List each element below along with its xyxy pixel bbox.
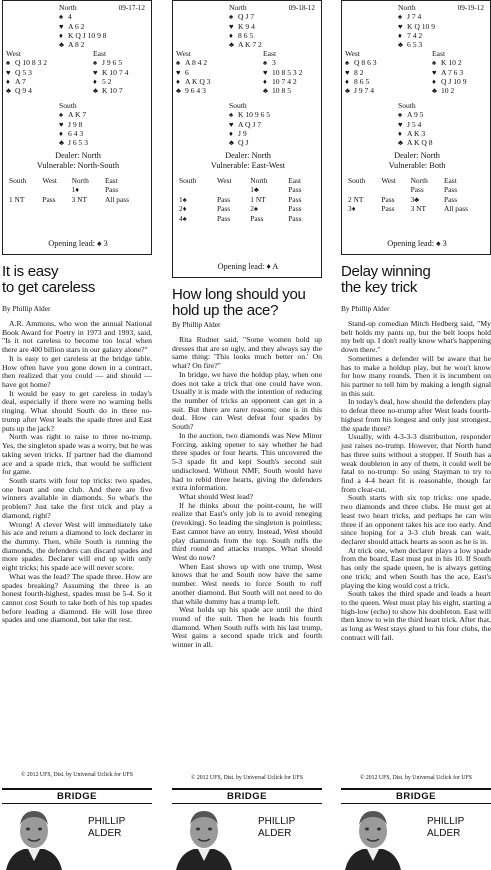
diamond-icon: ♦ [59,128,63,138]
dealer-info: Dealer: North Vulnerable: Both [388,151,446,170]
spade-icon: ♠ [176,58,181,68]
column-1 [2,0,152,870]
column-footer [172,788,322,870]
divider [2,788,152,790]
club-icon: ♣ [345,86,350,96]
club-icon: ♣ [398,40,403,50]
spade-icon: ♠ [398,110,403,120]
club-icon: ♣ [59,138,64,148]
spade-icon: ♠ [263,58,268,68]
heart-icon: ♥ [263,67,268,77]
heart-icon: ♥ [59,21,64,31]
diamond-icon: ♦ [345,76,349,86]
south-hand: South ♠ A K 7 ♥ J 9 8 ♦ 6 4 3 ♣ J 6 5 3 [59,101,89,148]
spade-icon: ♠ [398,12,403,22]
diamond-icon: ♦ [176,76,180,86]
divider [341,803,491,804]
diamond-icon: ♦ [93,76,97,86]
diamond-icon: ♦ [398,128,402,138]
column-3 [341,0,491,870]
column-2 [172,0,322,870]
opening-lead: Opening lead: ♠ 3 [48,239,108,248]
spade-icon: ♠ [59,12,64,22]
date: 09-17-12 [118,4,145,12]
spade-icon: ♠ [229,12,234,22]
byline: By Phillip Alder [341,304,390,313]
author-name: PHILLIP ALDER [427,816,465,839]
heart-icon: ♥ [229,21,234,31]
heart-icon: ♥ [59,119,64,129]
diamond-icon: ♦ [263,76,267,86]
author-name: PHILLIP ALDER [258,816,296,839]
copyright: © 2012 UFS, Dist. by Universal Uclick for UFS [360,775,472,781]
divider [2,803,152,804]
diamond-icon: ♦ [432,76,436,86]
author-photo [172,805,236,870]
heart-icon: ♥ [93,67,98,77]
heart-icon: ♥ [6,67,11,77]
auction-table: South West North East 1♣ Pass 1♠ Pass 1 NT Pass 2♦ Pass 2♠ Pass 4♠ Pass Pass Pass [179,176,302,223]
south-hand: South ♠ A 9 5 ♥ J 5 4 ♦ A K 3 ♣ A K Q 8 [398,101,433,148]
diamond-icon: ♦ [6,76,10,86]
club-icon: ♣ [6,86,11,96]
article-body: Rita Rudner said, "Some women hold up dresses that are so ugly, and they always say the same thing: 'This looks much better on.' On what? On fire?" In bridge, we have the holdup play, when one does not take a trick that one could have won. Usually it is made with the intention of reducing the number of tricks an opponent can get in a suit. But there are rarer reasons; one is in this deal. How can West defeat four spades by South? In the auction, two diamonds was New Minor Forcing, asking opener to say whether he had three spades or four hearts. This uncovered the 5-3 spade fit and kept South's second suit undisclosed. Without NMF, South would have had to rebid three hearts, giving the defenders extra information. What should West lead? If he thinks about the point-count, he will realize that East's only job is to avoid reneging (revoking). So leading the singleton is pointless; East cannot have an entry. Instead, West should play diamonds from the top. South ruffs the third round and attacks trumps. What should West do now? When East shows up with one trump, West knows that he and South now have the same number. West needs to force South to ruff another diamond. But South will not need to do that while dummy has a trump left. West holds up his spade ace until the third round of the suit. Then he leads his fourth diamond. When South ruffs with his last trump, West gains a second spade trick and fourth winner in all. [172,335,322,650]
heart-icon: ♥ [398,119,403,129]
heart-icon: ♥ [345,67,350,77]
club-icon: ♣ [59,40,64,50]
divider [172,788,322,790]
dealer-info: Dealer: North Vulnerable: East-West [210,151,286,170]
east-hand: East ♠ K 10 2 ♥ A 7 6 3 ♦ Q J 10 9 ♣ 10 2 [432,49,467,96]
heart-icon: ♥ [229,119,234,129]
west-hand: West ♠ Q 10 8 3 2 ♥ Q 5 3 ♦ A 7 ♣ Q 9 4 [6,49,48,96]
copyright: © 2012 UFS, Dist. by Universal Uclick for UFS [21,772,133,778]
author-photo [341,805,405,870]
date: 09-18-12 [288,4,315,12]
diamond-icon: ♦ [229,128,233,138]
opening-lead: Opening lead: ♠ 3 [387,239,447,248]
auction-table: South West North East 1♦ Pass 1 NT Pass 3 NT All pass [9,176,129,204]
divider [172,803,322,804]
club-icon: ♣ [93,86,98,96]
spade-icon: ♠ [345,58,350,68]
diamond-icon: ♦ [398,30,402,40]
copyright: © 2012 UFS, Dist. by Universal Uclick for UFS [191,775,303,781]
author-photo [2,805,66,870]
diamond-icon: ♦ [229,30,233,40]
heart-icon: ♥ [398,21,403,31]
byline: By Phillip Alder [172,320,221,329]
bridge-diagram [2,0,152,255]
north-hand: North ♠ J 7 4 ♥ K Q 10 9 ♦ 7 4 2 ♣ 6 5 3 [398,3,436,50]
spade-icon: ♠ [6,58,11,68]
date: 09-19-12 [457,4,484,12]
footer-title: BRIDGE [227,791,267,802]
south-hand: South ♠ K 10 9 6 5 ♥ A Q J 7 ♦ J 9 ♣ Q J [229,101,271,148]
divider [341,788,491,790]
club-icon: ♣ [263,86,268,96]
spade-icon: ♠ [432,58,437,68]
east-hand: East ♠ J 9 6 5 ♥ K 10 7 4 ♦ 5 2 ♣ K 10 7 [93,49,129,96]
column-footer [341,788,491,870]
bridge-diagram [172,0,322,278]
north-hand: North ♠ 4 ♥ A 6 2 ♦ K Q J 10 9 8 ♣ A 8 2 [59,3,107,50]
north-hand: North ♠ Q J 7 ♥ K 9 4 ♦ 8 6 5 ♣ A K 7 2 [229,3,262,50]
headline: It is easy to get careless [2,263,96,296]
spade-icon: ♠ [229,110,234,120]
article-body: A.R. Ammons, who won the annual National Book Award for Poetry in 1973 and 1993, said, "Is it not careless to become too local when there are 400 billion stars in our galaxy alone?" It is easy to get careless at the bridge table. How often have you gone down in a contract, then realized that you could — and should — have got home? It would be easy to get careless in today's deal, especially if there were no warning bells ringing. What should South do in three no-trump after West leads the spade three and East puts up the jack? North was right to raise to three no-trump. Yes, the singleton spade was a worry, but he was taking seven tricks. If partner had the diamond ace and a spade trick, that would be sufficient for game. South starts with four top tricks: two spades, one heart and one club. And there are five winners available in diamonds. So what's the problem? Just take the first trick and play a diamond, right? Wrong! A clever West will immediately take his ace and return a diamond to lock declarer in the dummy. Then, while South is running the diamonds, the defenders can discard spades and more spades. Declarer will end up with only eight tricks; his spade ace will never score. What was the lead? The spade three. How are spades breaking? Assuming the three is an honest fourth-highest, spades must be 5-4. So it cannot cost South to take both of his top spades before leading a diamond. He will lose three spades and one diamond, but take the rest. [2,319,152,625]
club-icon: ♣ [229,40,234,50]
diamond-icon: ♦ [59,30,63,40]
heart-icon: ♥ [432,67,437,77]
dealer-info: Dealer: North Vulnerable: North-South [36,151,120,170]
club-icon: ♣ [176,86,181,96]
article-body: Stand-up comedian Mitch Hedberg said, "My belt holds my pants up, but the belt loops hold my belt up. I don't really know what's happening down there." Sometimes a defender will be aware that he has to make a holdup play, but he won't know for how many rounds. Then it is incumbent on his partner to tell him by making a length signal in this suit. In today's deal, how should the defenders play to defeat three no-trump after West leads fourth-highest from his longest and only just strongest, the spade three? Usually, with 4-3-3-3 distribution, responder just raises no-trump. However, that North hand has three suits without a stopper. If South has a weak doubleton in any of them, it could well be fatal to no-trump. So using Stayman to try to find a 4-4 heart fit is reasonable, though far from clear-cut. South starts with six top tricks: one spade, two diamonds and three clubs. He must get at least two heart tricks, and perhaps he can win three if an opponent takes his ace too early. And since hoping for a 3-3 club break can wait, declarer should attack hearts as soon as he is in. At trick one, when declarer plays a low spade from the board, East must put in his 10. If South has only the spade queen, he is always getting one trick; and when South has the ace, East's playing the king would cost a trick. South takes the third spade and leads a heart to the queen. West must play his eight, starting a high-low (echo) to show his doubleton. East will then know to win the third heart trick. After that, as long as West stays glued to his four clubs, the contract will fail. [341,319,491,642]
byline: By Phillip Alder [2,304,51,313]
west-hand: West ♠ Q 8 6 3 ♥ 8 2 ♦ 8 6 5 ♣ J 9 7 4 [345,49,377,96]
bridge-diagram [341,0,491,255]
headline: How long should you hold up the ace? [172,286,306,319]
opening-lead: Opening lead: ♦ A [217,262,279,271]
headline: Delay winning the key trick [341,263,431,296]
spade-icon: ♠ [59,110,64,120]
footer-title: BRIDGE [57,791,97,802]
club-icon: ♣ [432,86,437,96]
east-hand: East ♠ 3 ♥ 10 8 5 3 2 ♦ 10 7 4 2 ♣ 10 8 5 [263,49,303,96]
footer-title: BRIDGE [396,791,436,802]
author-name: PHILLIP ALDER [88,816,126,839]
club-icon: ♣ [229,138,234,148]
heart-icon: ♥ [176,67,181,77]
column-footer [2,788,152,870]
club-icon: ♣ [398,138,403,148]
spade-icon: ♠ [93,58,98,68]
auction-table: South West North East Pass Pass 2 NT Pass 3♣ Pass 3♦ Pass 3 NT All pass [348,176,468,214]
west-hand: West ♠ A 8 4 2 ♥ 6 ♦ A K Q 3 ♣ 9 6 4 3 [176,49,211,96]
